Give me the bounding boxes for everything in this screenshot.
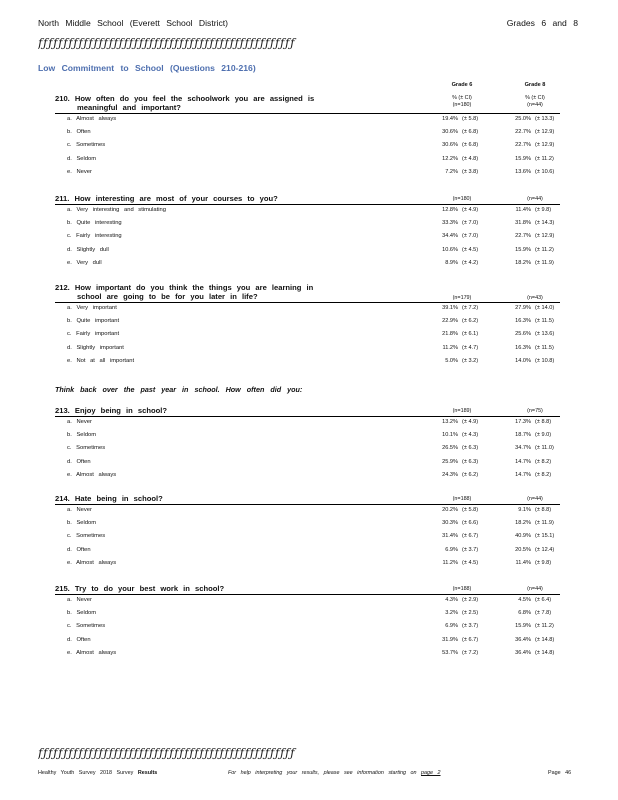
grade8-ci: (± 8.8) (535, 419, 552, 425)
ci-subheader: % (± CI) (525, 95, 545, 101)
grade6-ci: (± 6.1) (462, 331, 479, 338)
grade8-percent: 20.5% (515, 546, 531, 553)
grade8-ci: (± 11.9) (535, 259, 554, 266)
grade6-percent: 19.4% (442, 116, 458, 122)
grade8-ci: (± 11.5) (535, 344, 554, 351)
grade8-percent: 15.9% (515, 155, 531, 162)
question-rule (55, 594, 560, 595)
grade8-percent: 36.4% (515, 649, 531, 656)
option-label: e. Very dull (67, 259, 102, 266)
grade6-percent: 31.4% (442, 533, 458, 540)
sample-size: (n=75) (527, 408, 543, 414)
grade6-ci: (± 3.8) (462, 168, 479, 175)
option-label: b. Seldom (67, 610, 97, 617)
grades-label: Grades 6 and 8 (506, 18, 578, 28)
section-title: Low Commitment to School (Questions 210-216) (38, 63, 256, 73)
grade8-percent: 13.6% (515, 168, 531, 175)
grade6-ci: (± 4.8) (462, 155, 479, 162)
grade6-ci: (± 3.7) (462, 546, 479, 553)
sample-size: (n=44) (527, 196, 543, 202)
question-block (55, 283, 560, 364)
question-rule (55, 504, 560, 505)
question-block (55, 94, 560, 175)
option-label: d. Often (67, 546, 91, 553)
option-label: d. Slightly important (67, 344, 124, 351)
grade8-column-header: Grade 8 (524, 82, 546, 88)
grade8-ci: (± 12.9) (535, 233, 555, 240)
grade6-ci: (± 7.2) (462, 649, 479, 656)
grade6-ci: (± 6.8) (462, 129, 479, 136)
footer-survey-title: Healthy Youth Survey 2018 Survey Results (38, 770, 158, 776)
option-label: c. Sometimes (67, 623, 106, 630)
grade8-percent: 14.7% (515, 471, 531, 478)
grade8-percent: 31.8% (515, 220, 531, 227)
sample-size: (n=180) (452, 196, 472, 202)
grade6-percent: 11.2% (442, 344, 458, 351)
option-label: a. Very important (67, 305, 117, 311)
grade8-percent: 14.0% (515, 357, 531, 364)
grade6-ci: (± 4.7) (462, 344, 479, 351)
grade6-percent: 3.2% (445, 610, 458, 617)
grade8-ci: (± 8.2) (535, 458, 552, 465)
grade6-percent: 4.3% (445, 597, 458, 603)
sample-size: (n=43) (527, 295, 543, 301)
grade6-percent: 7.2% (445, 168, 458, 175)
grade8-ci: (± 8.2) (535, 471, 552, 478)
grade6-percent: 25.9% (442, 458, 458, 465)
grade6-percent: 30.3% (442, 520, 458, 527)
grade6-percent: 33.3% (442, 220, 458, 227)
grade8-percent: 15.9% (515, 623, 531, 630)
grade6-ci: (± 7.0) (462, 233, 479, 240)
grade6-percent: 31.9% (442, 636, 458, 643)
grade8-percent: 14.7% (515, 458, 531, 465)
grade8-ci: (± 14.8) (535, 649, 555, 656)
option-label: a. Almost always (67, 116, 117, 122)
grade6-ci: (± 5.8) (462, 116, 479, 122)
grade6-ci: (± 5.8) (462, 507, 479, 513)
grade8-ci: (± 12.9) (535, 142, 555, 149)
grade8-percent: 36.4% (515, 636, 531, 643)
question-rule (55, 204, 560, 205)
grade6-percent: 11.2% (442, 559, 458, 566)
grade6-ci: (± 6.7) (462, 636, 479, 643)
grade8-ci: (± 11.2) (535, 155, 554, 162)
question-rule (55, 113, 560, 114)
grade6-percent: 30.6% (442, 142, 458, 149)
grade8-percent: 40.9% (515, 533, 531, 540)
question-rule (55, 302, 560, 303)
bottom-separator: ƒƒƒƒƒƒƒƒƒƒƒƒƒƒƒƒƒƒƒƒƒƒƒƒƒƒƒƒƒƒƒƒƒƒƒƒƒƒƒƒƒƒƒƒƒƒƒƒƒƒƒ (38, 746, 296, 760)
option-label: a. Very interesting and stimulating (67, 207, 167, 213)
grade8-percent: 34.7% (515, 445, 531, 452)
sample-size: (n=189) (452, 408, 472, 414)
grade8-percent: 25.0% (515, 116, 531, 122)
grade6-ci: (± 6.8) (462, 142, 479, 149)
grade8-ci: (± 8.8) (535, 507, 552, 513)
option-label: e. Not at all important (67, 357, 135, 364)
grade6-ci: (± 2.9) (462, 597, 479, 603)
grade6-ci: (± 7.2) (462, 305, 479, 311)
grade6-ci: (± 4.3) (462, 432, 479, 439)
grade6-percent: 13.2% (442, 419, 458, 425)
grade6-percent: 6.9% (445, 546, 458, 553)
grade8-ci: (± 9.8) (535, 207, 552, 213)
grade8-ci: (± 11.9) (535, 520, 554, 527)
grade8-percent: 18.2% (515, 259, 531, 266)
option-label: e. Almost always (67, 649, 117, 656)
grade8-percent: 9.1% (518, 507, 531, 513)
grade8-ci: (± 12.9) (535, 129, 555, 136)
option-label: d. Often (67, 636, 91, 643)
grade8-ci: (± 11.5) (535, 318, 554, 325)
question-title: 215. Try to do your best work in school? (55, 584, 225, 593)
grade6-percent: 12.8% (442, 207, 458, 213)
sample-size: (n=44) (527, 586, 543, 592)
grade6-percent: 39.1% (442, 305, 458, 311)
grade8-ci: (± 11.2) (535, 623, 554, 630)
question-title: 210. How often do you feel the schoolwork you are assigned is (55, 94, 315, 103)
grade6-percent: 12.2% (442, 155, 458, 162)
footer-help-text: For help interpreting your results, please see information starting on page 2 (228, 770, 441, 776)
grade8-ci: (± 15.1) (535, 533, 555, 540)
grade8-percent: 16.3% (515, 318, 531, 325)
grade6-ci: (± 7.0) (462, 220, 479, 227)
footer-page-number: Page 46 (548, 770, 572, 776)
question-title: school are going to be for you later in life? (77, 292, 258, 301)
option-label: b. Seldom (67, 520, 97, 527)
grade8-percent: 4.5% (518, 597, 531, 603)
question-block (55, 494, 560, 566)
option-label: b. Quite important (67, 318, 120, 325)
option-label: a. Never (67, 419, 92, 425)
sample-size: (n=188) (452, 496, 472, 502)
option-label: c. Sometimes (67, 533, 106, 540)
option-label: b. Seldom (67, 432, 97, 439)
grade8-ci: (± 10.6) (535, 168, 555, 175)
sample-size: (n=179) (452, 295, 472, 301)
question-block (55, 584, 560, 656)
grade6-ci: (± 4.5) (462, 559, 479, 566)
grade8-percent: 15.9% (515, 246, 531, 253)
option-label: a. Never (67, 507, 92, 513)
grade8-percent: 11.4% (515, 207, 531, 213)
sample-size: (n=44) (527, 102, 543, 108)
grade8-ci: (± 14.0) (535, 305, 555, 311)
page-2-link[interactable]: page 2 (421, 770, 441, 776)
grade6-ci: (± 3.7) (462, 623, 479, 630)
option-label: e. Never (67, 168, 92, 175)
grade8-ci: (± 13.3) (535, 116, 555, 122)
question-title: 211. How interesting are most of your courses to you? (55, 194, 278, 203)
grade8-ci: (± 7.8) (535, 610, 552, 617)
option-label: d. Seldom (67, 155, 97, 162)
grade8-percent: 17.3% (515, 419, 531, 425)
grade8-percent: 22.7% (515, 142, 531, 149)
grade8-ci: (± 10.8) (535, 357, 555, 364)
question-rule (55, 416, 560, 417)
grade8-ci: (± 14.8) (535, 636, 555, 643)
grade8-percent: 22.7% (515, 129, 531, 136)
grade8-ci: (± 9.0) (535, 432, 552, 439)
question-block (55, 406, 560, 478)
grade8-ci: (± 12.4) (535, 546, 555, 553)
grade8-percent: 27.9% (515, 305, 531, 311)
grade8-ci: (± 11.2) (535, 246, 554, 253)
grade8-ci: (± 6.4) (535, 597, 552, 603)
grade6-ci: (± 2.5) (462, 610, 479, 617)
option-label: b. Quite interesting (67, 220, 122, 227)
grade6-ci: (± 4.9) (462, 419, 479, 425)
grade6-percent: 20.2% (442, 507, 458, 513)
grade8-percent: 16.3% (515, 344, 531, 351)
grade6-percent: 26.5% (442, 445, 458, 452)
option-label: d. Slightly dull (67, 246, 109, 253)
sample-size: (n=44) (527, 496, 543, 502)
school-name: North Middle School (Everett School District) (38, 18, 229, 28)
top-separator: ƒƒƒƒƒƒƒƒƒƒƒƒƒƒƒƒƒƒƒƒƒƒƒƒƒƒƒƒƒƒƒƒƒƒƒƒƒƒƒƒƒƒƒƒƒƒƒƒƒƒƒ (38, 36, 296, 50)
grade6-percent: 10.6% (442, 246, 458, 253)
grade6-percent: 22.9% (442, 318, 458, 325)
option-label: c. Fairly important (67, 331, 120, 338)
question-title: 214. Hate being in school? (55, 494, 163, 503)
grade6-percent: 6.9% (445, 623, 458, 630)
grade8-percent: 22.7% (515, 233, 531, 240)
grade8-ci: (± 11.0) (535, 445, 554, 452)
grade6-ci: (± 4.5) (462, 246, 479, 253)
grade6-percent: 10.1% (442, 432, 458, 439)
grade6-ci: (± 6.3) (462, 458, 479, 465)
grade8-percent: 11.4% (515, 559, 531, 566)
option-label: c. Fairly interesting (67, 233, 122, 240)
question-title: meaningful and important? (77, 103, 181, 112)
grade6-ci: (± 6.2) (462, 471, 479, 478)
ci-subheader: % (± CI) (452, 95, 472, 101)
grade6-percent: 8.9% (445, 259, 458, 266)
option-label: d. Often (67, 458, 91, 465)
grade6-percent: 53.7% (442, 649, 458, 656)
grade8-percent: 18.2% (515, 520, 531, 527)
option-label: e. Almost always (67, 471, 117, 478)
grade6-ci: (± 6.2) (462, 318, 479, 325)
grade6-ci: (± 3.2) (462, 357, 479, 364)
think-back-prompt: Think back over the past year in school. How often did you: (55, 385, 303, 394)
question-title: 213. Enjoy being in school? (55, 406, 168, 415)
question-block (55, 194, 560, 266)
grade6-percent: 21.8% (442, 331, 458, 338)
option-label: e. Almost always (67, 559, 117, 566)
option-label: a. Never (67, 597, 92, 603)
sample-size: (n=188) (452, 586, 472, 592)
grade6-percent: 24.3% (442, 471, 458, 478)
grade6-percent: 30.6% (442, 129, 458, 136)
question-title: 212. How important do you think the things you are learning in (55, 283, 314, 292)
grade6-percent: 5.0% (445, 357, 458, 364)
option-label: c. Sometimes (67, 445, 106, 452)
grade6-ci: (± 6.6) (462, 520, 479, 527)
option-label: b. Often (67, 129, 91, 136)
grade8-ci: (± 9.8) (535, 559, 552, 566)
grade6-ci: (± 4.9) (462, 207, 479, 213)
grade8-ci: (± 13.6) (535, 331, 555, 338)
grade6-percent: 34.4% (442, 233, 458, 240)
sample-size: (n=180) (452, 102, 472, 108)
grade8-percent: 25.6% (515, 331, 531, 338)
grade8-percent: 18.7% (515, 432, 531, 439)
grade6-column-header: Grade 6 (451, 82, 473, 88)
grade8-ci: (± 14.3) (535, 220, 555, 227)
grade6-ci: (± 4.2) (462, 259, 479, 266)
grade6-ci: (± 6.7) (462, 533, 479, 540)
option-label: c. Sometimes (67, 142, 106, 149)
grade8-percent: 6.8% (518, 610, 531, 617)
grade6-ci: (± 6.3) (462, 445, 479, 452)
